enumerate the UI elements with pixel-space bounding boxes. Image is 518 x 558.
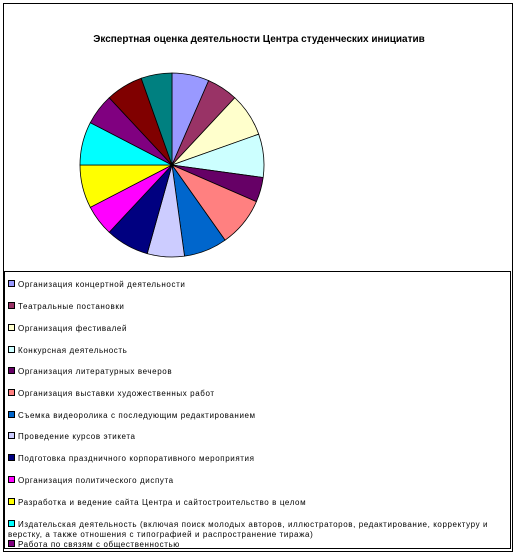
legend-label: Разработка и ведение сайта Центра и сайтостроительство в целом — [18, 498, 307, 507]
legend-swatch — [8, 346, 15, 353]
legend-label: Съемка видеоролика с последующим редактированием — [18, 411, 256, 420]
legend-label: Подготовка праздничного корпоративного мероприятия — [18, 454, 255, 463]
legend-label: Театральные постановки — [18, 302, 125, 311]
pie-chart — [4, 4, 514, 276]
legend-item — [8, 520, 506, 540]
legend-label: Организация фестивалей — [18, 324, 128, 333]
legend-swatch — [8, 540, 15, 547]
legend-item — [8, 367, 506, 377]
legend-item — [8, 346, 506, 356]
legend-swatch — [8, 498, 15, 505]
legend — [4, 271, 511, 549]
legend-item — [8, 540, 506, 550]
legend-label: Конкурсная деятельность — [18, 346, 128, 355]
legend-swatch — [8, 280, 15, 287]
legend-label: Организация литературных вечеров — [18, 367, 173, 376]
legend-label: Работа по связям с общественностью — [18, 540, 180, 549]
legend-swatch — [8, 454, 15, 461]
legend-item — [8, 498, 506, 508]
legend-label: Организация политического диспута — [18, 476, 174, 485]
legend-item — [8, 280, 506, 290]
chart-title: Экспертная оценка деятельности Центра студенческих инициатив — [93, 34, 425, 45]
legend-item — [8, 411, 506, 421]
legend-item — [8, 476, 506, 486]
legend-item — [8, 432, 506, 442]
legend-swatch — [8, 389, 15, 396]
legend-item — [8, 324, 506, 334]
legend-swatch — [8, 302, 15, 309]
legend-label: Проведение курсов этикета — [18, 432, 136, 441]
legend-swatch — [8, 411, 15, 418]
legend-swatch — [8, 432, 15, 439]
legend-swatch — [8, 520, 15, 527]
legend-swatch — [8, 476, 15, 483]
legend-item — [8, 389, 506, 399]
legend-swatch — [8, 367, 15, 374]
legend-label: Организация концертной деятельности — [18, 280, 186, 289]
legend-label: Издательская деятельность (включая поиск молодых авторов, иллюстраторов, редактирование, корректуру и верстку, а также отношения с типографией и распространение тиража) — [8, 520, 489, 539]
legend-item — [8, 454, 506, 464]
legend-swatch — [8, 324, 15, 331]
legend-item — [8, 302, 506, 312]
legend-label: Организация выставки художественных работ — [18, 389, 215, 398]
